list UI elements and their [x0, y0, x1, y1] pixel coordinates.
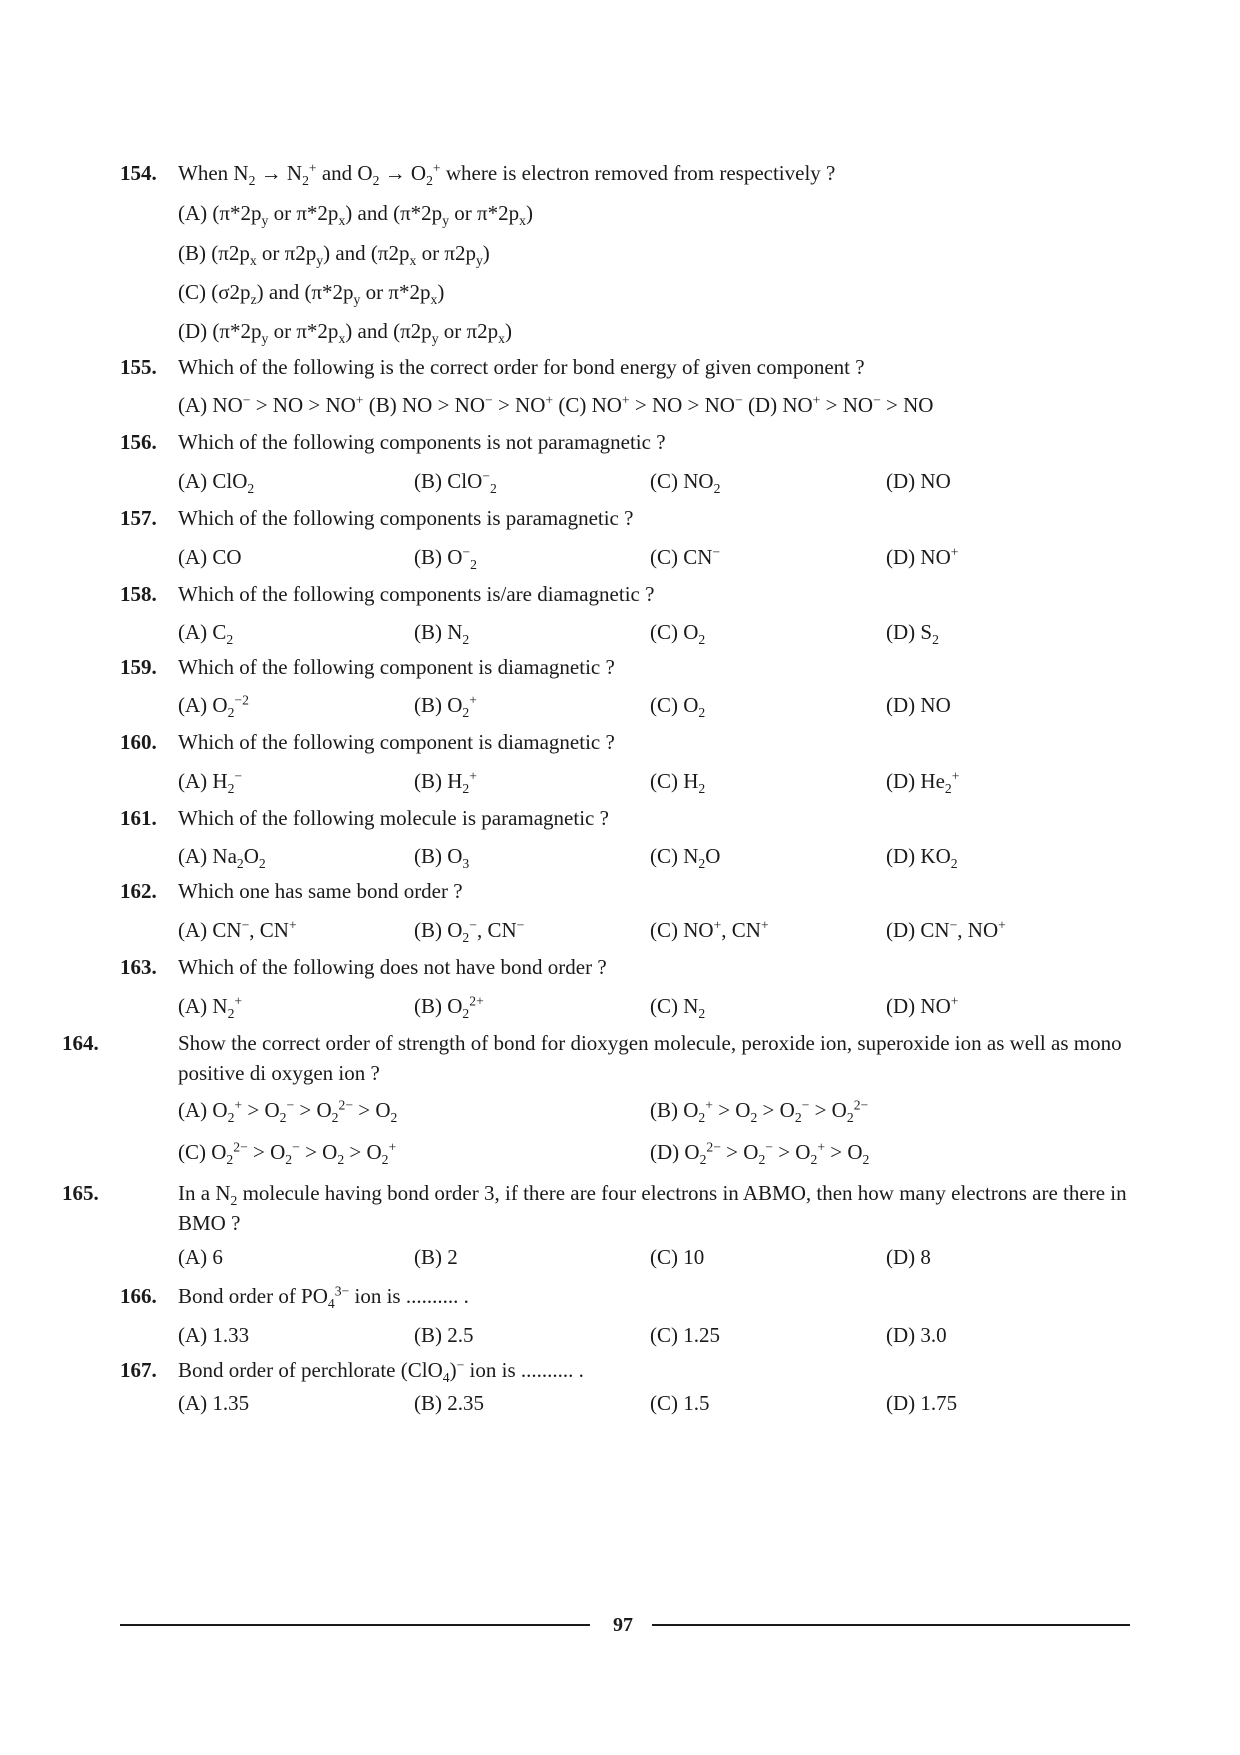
option-b: (B) 2.5 [414, 1323, 474, 1347]
option-a: (A) 1.35 [178, 1391, 250, 1415]
question-stem: Show the correct order of strength of bond for dioxygen molecule, peroxide ion, superoxide ion as well as mono positive di oxygen ion ? [178, 1031, 1122, 1085]
option-a: (A) ClO$_2$ [178, 469, 255, 496]
question-stem: When $N_2 \to N_2^+$ and $O_2 \to O_2^+$ where is electron removed from respectively ? [178, 160, 836, 188]
option-a: (A) $O_2^+ > O_2^- > O_2^{2-} > O_2$ [178, 1097, 398, 1125]
question-163 [120, 952, 1130, 982]
option-a: (A) $O_2^{-2}$ [178, 692, 249, 720]
option-d: (D) 1.75 [886, 1391, 958, 1415]
option-a: (A) $C_2$ [178, 620, 234, 647]
option-c: (C) CN− [650, 544, 721, 569]
page-footer [120, 1610, 1130, 1640]
question-stem: Which of the following component is diamagnetic ? [178, 730, 615, 754]
option-a: (A) $Na_2O_2$ [178, 844, 266, 871]
question-159 [120, 652, 1130, 682]
option-c: (C) 10 [650, 1245, 705, 1269]
option-d: (D) $S_2$ [886, 620, 939, 647]
option-b: (B) 2 [414, 1245, 458, 1269]
question-165 [62, 1178, 1130, 1238]
option-b: (B) $O_2^-$, CN− [414, 917, 525, 945]
option-d: (D) NO+ [886, 544, 959, 569]
option-d: (D) $KO_2$ [886, 844, 958, 871]
question-stem: Which of the following is the correct order for bond energy of given component ? [178, 355, 865, 379]
options-row [178, 766, 1138, 796]
option-c: (C) $(\sigma 2p_z)$ and ($\pi*2p_y$ or $\pi*2p_x$) [178, 280, 445, 307]
option-b: (B) $H_2^+$ [414, 768, 477, 796]
option-b: (B) $N_2$ [414, 620, 470, 647]
question-166 [120, 1281, 1130, 1311]
option-d: (D) $O_2^{2-} > O_2^- > O_2^+ > O_2$ [650, 1139, 870, 1167]
question-stem: Which one has same bond order ? [178, 879, 463, 903]
question-stem: Bond order of perchlorate (ClO$_4$)− ion is .......... . [178, 1357, 584, 1385]
option-b: (B) $O_2^{2+}$ [414, 993, 484, 1021]
option-b: (B) 2.35 [414, 1391, 484, 1415]
question-number: 159. [120, 655, 157, 679]
options-row [178, 617, 1138, 647]
question-164 [62, 1028, 1130, 1088]
question-162 [120, 876, 1130, 906]
option-d: (D) NO [886, 469, 951, 493]
question-stem: Which of the following does not have bond order ? [178, 955, 607, 979]
question-stem: Bond order of $PO_4^{3-}$ ion is .......... . [178, 1283, 469, 1311]
option-c: (C) $O_2^{2-} > O_2^- > O_2 > O_2^+$ [178, 1139, 397, 1167]
option-b: (B) ($\pi 2p_x$ or $\pi 2p_y$) and ($\pi 2p_x$ or $\pi 2p_y$) [178, 241, 490, 268]
option-b: (B) $O_2^+ > O_2 > O_2^- > O_2^{2-}$ [650, 1097, 869, 1125]
page-number: 97 [613, 1614, 633, 1636]
question-number: 156. [120, 430, 157, 454]
options-row [178, 1388, 1138, 1418]
question-number: 167. [120, 1358, 157, 1382]
option-a: (A) $N_2^+$ [178, 993, 243, 1021]
options-row [178, 1095, 1138, 1125]
question-number: 163. [120, 955, 157, 979]
options-row [178, 1137, 1138, 1167]
option-c: (C) 1.5 [650, 1391, 710, 1415]
option-a: (A) 6 [178, 1245, 223, 1269]
question-stem: Which of the following molecule is paramagnetic ? [178, 806, 609, 830]
option-b: (B) $O_2^+$ [414, 692, 477, 720]
options-row [178, 690, 1138, 720]
question-stem: Which of the following components is paramagnetic ? [178, 506, 634, 530]
option-a: (A) CN−, CN+ [178, 917, 297, 942]
option-d: (D) NO [886, 693, 951, 717]
option-d: (D) CN−, NO+ [886, 917, 1006, 942]
option-c: (C) 1.25 [650, 1323, 720, 1347]
question-154 [120, 158, 1130, 188]
option-d: (D) 8 [886, 1245, 931, 1269]
options-row [178, 991, 1138, 1021]
question-number: 154. [120, 161, 157, 185]
option-a: (A) ($\pi*2p_y$ or $\pi*2p_x$) and ($\pi*2p_y$ or $\pi*2p_x$) [178, 201, 533, 228]
option-d: (D) $He_2^+$ [886, 768, 960, 796]
question-number: 157. [120, 506, 157, 530]
option-c: (C) $O_2$ [650, 620, 706, 647]
option-b: (B) $O_3$ [414, 844, 470, 871]
question-stem: In a $N_2$ molecule having bond order 3, if there are four electrons in ABMO, then how many electrons are there in BMO ? [178, 1181, 1127, 1235]
options-row [178, 1320, 1138, 1350]
question-stem: Which of the following components is/are diamagnetic ? [178, 582, 655, 606]
question-number: 158. [120, 582, 157, 606]
options-line: (A) NO− > NO > NO+ (B) NO > NO− > NO+ (C) NO+ > NO > NO− (D) NO+ > NO− > NO [178, 392, 934, 417]
option-a: (A) CO [178, 545, 242, 569]
option-a: (A) 1.33 [178, 1323, 250, 1347]
question-157 [120, 503, 1130, 533]
options-row [178, 841, 1138, 871]
question-number: 165. [62, 1181, 99, 1205]
question-160 [120, 727, 1130, 757]
option-d: (D) 3.0 [886, 1323, 947, 1347]
question-number: 160. [120, 730, 157, 754]
question-number: 161. [120, 806, 157, 830]
question-158 [120, 579, 1130, 609]
question-number: 155. [120, 355, 157, 379]
option-c: (C) $N_2O$ [650, 844, 721, 871]
option-d: (D) ($\pi*2p_y$ or $\pi*2p_x$) and ($\pi 2p_y$ or $\pi 2p_x$) [178, 319, 512, 346]
question-number: 164. [62, 1031, 99, 1055]
option-b: (B) $O^-_2$ [414, 544, 477, 572]
question-stem: Which of the following components is not paramagnetic ? [178, 430, 666, 454]
question-number: 166. [120, 1284, 157, 1308]
question-161 [120, 803, 1130, 833]
option-c: (C) $O_2$ [650, 693, 706, 720]
option-c: (C) $N_2$ [650, 994, 706, 1021]
option-a: (A) $H_2^-$ [178, 768, 243, 796]
option-b: (B) ClO−$_2$ [414, 468, 497, 496]
options-row [178, 542, 1138, 572]
footer-rule-left [120, 1624, 590, 1626]
footer-rule-right [652, 1624, 1130, 1626]
option-d: (D) NO+ [886, 993, 959, 1018]
options-row [178, 1242, 1138, 1272]
question-155 [120, 352, 1130, 382]
question-167 [120, 1355, 1130, 1385]
option-c: (C) $H_2$ [650, 769, 706, 796]
options-row [178, 466, 1138, 496]
question-156 [120, 427, 1130, 457]
options-row [178, 915, 1138, 945]
question-stem: Which of the following component is diamagnetic ? [178, 655, 615, 679]
question-number: 162. [120, 879, 157, 903]
option-c: (C) $NO_2$ [650, 469, 721, 496]
option-c: (C) NO+, CN+ [650, 917, 769, 942]
